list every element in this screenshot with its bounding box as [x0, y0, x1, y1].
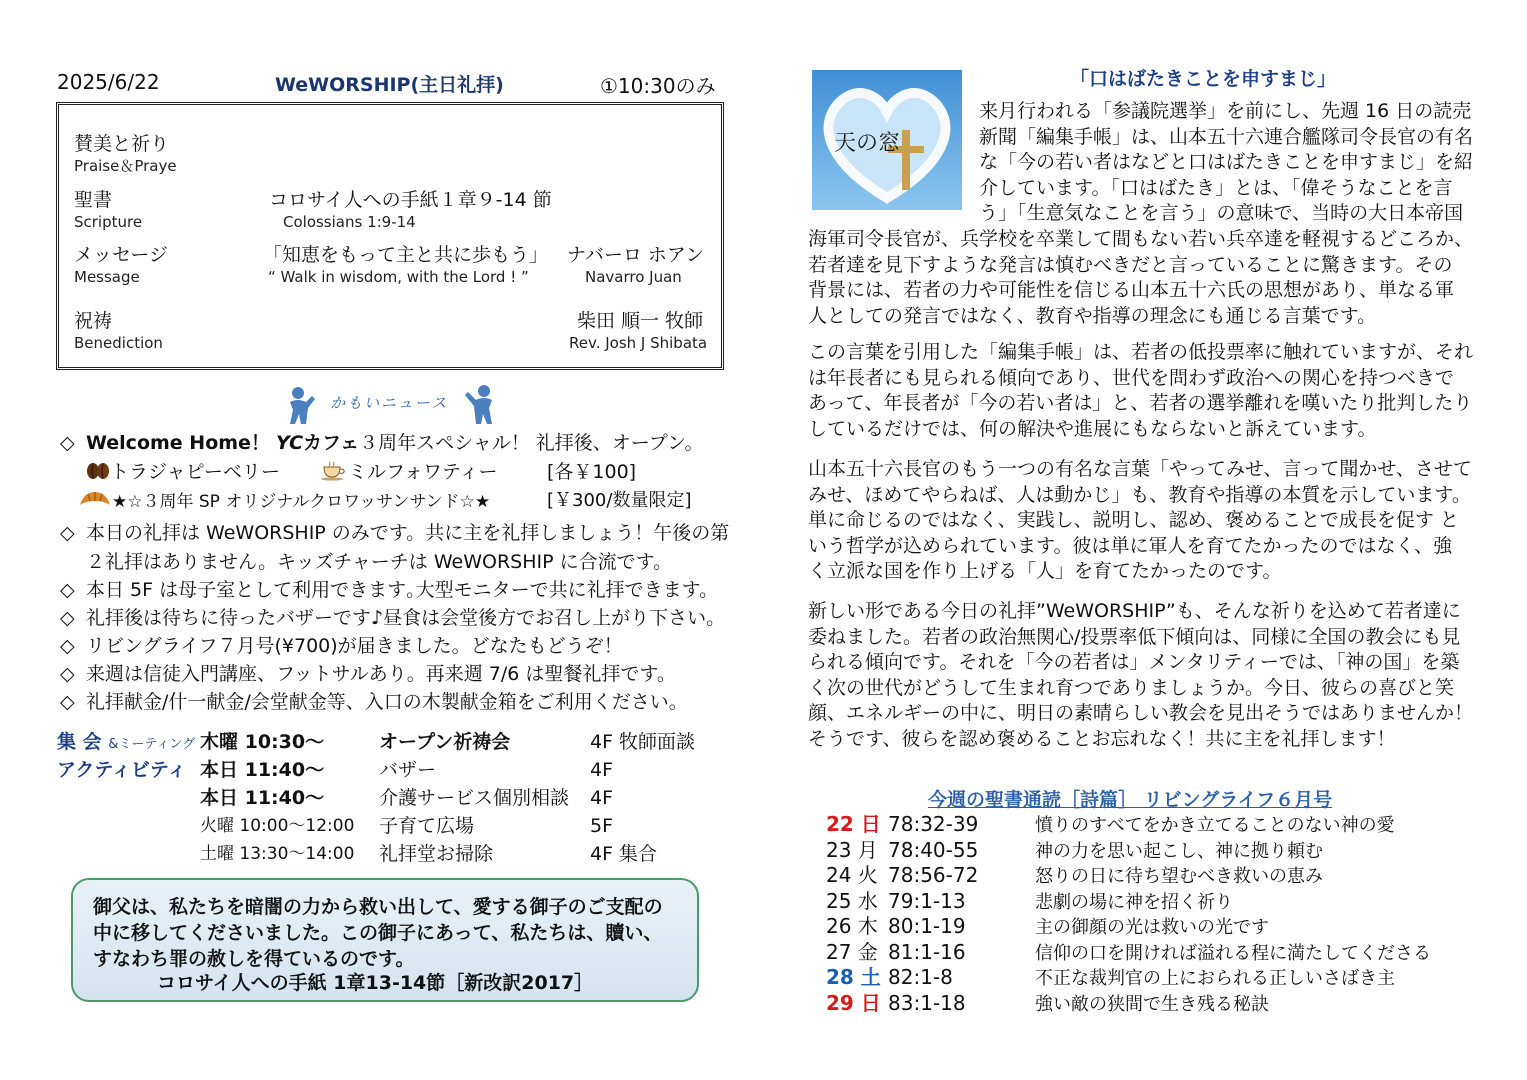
- activity-row: 土曜 13:30～14:00: [200, 844, 355, 864]
- child-left-icon: [286, 386, 320, 426]
- column-line: 海軍司令長官が、兵学校を卒業して間もない若い兵卒達を軽視するどころか、: [808, 228, 1474, 250]
- column-line: は年長者にも見られる傾向であり、世代を問わず政治への関心を持つべきで: [808, 366, 1455, 389]
- cafe-menu-line2: [78, 487, 490, 516]
- activity-name: オープン祈祷会: [379, 731, 511, 753]
- column-line: う」「生意気なことを言う」の意味で、当時の大日本帝国: [979, 202, 1464, 225]
- news-item-cafe: ◇ Welcome Home！ YCカフェ３周年スペシャル！ 礼拝後、オープン。: [60, 432, 704, 454]
- scripture-reference-en: Colossians 1:9-14: [283, 213, 416, 231]
- column-line: そうです、彼らを認め褒めることお忘れなく！共に主を礼拝します！: [808, 728, 1396, 750]
- reading-reference: 81:1-16: [888, 939, 966, 964]
- activity-row: 本日 11:40～: [200, 787, 325, 809]
- pastor-name: 柴田 順一 牧師: [577, 310, 704, 332]
- news-item-bazaar: ◇ 礼拝後は待ちに待ったバザーです♪昼食は会堂後方でお召し上がり下さい。: [60, 607, 726, 629]
- column-line: られる傾向です。それを「今の若者は」メンタリティーでは、「神の国」を築: [808, 651, 1460, 674]
- tea-cup-icon: [320, 461, 348, 481]
- order-of-service-box: [56, 102, 724, 370]
- praise-label: 賛美と祈り: [74, 133, 170, 155]
- reading-row: [826, 914, 1269, 940]
- reading-theme: 悲劇の場に神を招く祈り: [1035, 891, 1233, 913]
- reading-reference: 78:32-39: [888, 812, 979, 836]
- column-line: みせ、ほめてやらねば、人は動かじ」も、教育や指導の本質を示しています。: [808, 483, 1471, 506]
- benediction-label: 祝祷: [74, 310, 113, 332]
- column-line: 若者達を見下すような発言は慎むべきだと言っていることに驚きます。その: [808, 253, 1453, 276]
- coffee-bean-icon: [86, 460, 110, 478]
- scripture-label-en: Scripture: [74, 213, 143, 231]
- reading-day: 27 金: [826, 939, 878, 964]
- reading-row: [826, 812, 1395, 838]
- column-line: いう哲学が込められています。彼は単に軍人を育てたかったのではなく、強: [808, 534, 1453, 557]
- column-line: 人としての発言ではなく、教育や指導の理念にも通じる言葉です。: [808, 304, 1377, 327]
- column-line: 介しています。「口はばたき」とは、「偉そうなことを言: [979, 176, 1453, 199]
- activity-row: 木曜 10:30～: [200, 731, 325, 753]
- activity-place: 4F: [590, 787, 614, 809]
- bulletin-date: 2025/6/22: [57, 70, 160, 94]
- activity-place: 4F: [590, 759, 614, 781]
- activities-label: 集 会 &ミーティング: [57, 731, 196, 753]
- reading-day: 26 木: [826, 914, 878, 938]
- verse-line-1: 御父は、私たちを暗闇の力から救い出して、愛する御子のご支配の: [93, 896, 663, 918]
- column-line: く次の世代がどうして生まれ育つでありましょうか。今日、彼らの喜びと笑: [808, 676, 1455, 699]
- column-line: 背景には、若者の力や可能性を信じる山本五十六氏の思想があり、単なる軍: [808, 279, 1455, 302]
- praise-label-en: Praise＆Praye: [74, 157, 177, 175]
- reading-theme: 神の力を思い起こし、神に拠り頼む: [1035, 840, 1323, 862]
- message-title-en: “ Walk in wisdom, with the Lord ! ”: [268, 268, 529, 286]
- activity-row: 本日 11:40～: [200, 759, 325, 781]
- reading-reference: 80:1-19: [888, 914, 966, 938]
- verse-line-2: 中に移してくださいました。この御子にあって、私たちは、贖い、: [93, 922, 663, 944]
- column-line: この言葉を引用した「編集手帳」は、若者の低投票率に触れていますが、それ: [808, 341, 1474, 363]
- reading-day: 28 土: [826, 965, 881, 989]
- reading-theme: 信仰の口を開ければ溢れる程に満たしてくださる: [1035, 942, 1431, 964]
- news-heading-text: かもいニュース: [330, 394, 449, 412]
- reading-day: 23 月: [826, 837, 878, 862]
- column-title: 「口はばたきことを申すまじ」: [1070, 68, 1337, 90]
- benediction-label-en: Benediction: [74, 334, 163, 352]
- column-line: 来月行われる「参議院選挙」を前にし、先週 16 日の読売: [979, 100, 1472, 122]
- column-line: 新聞「編集手帳」は、山本五十六連合艦隊司令長官の有名: [979, 125, 1474, 148]
- cafe-menu-line1: [86, 458, 498, 486]
- activity-name: 子育て広場: [379, 815, 475, 837]
- news-item-service-cont: ２礼拝はありません。キッズチャーチは WeWORSHIP に合流です。: [86, 551, 673, 573]
- column-line: 単に命じるのではなく、実践し、説明し、認め、褒めることで成長を促す と: [808, 509, 1459, 532]
- price-sandwich: [￥300/数量限定]: [547, 490, 692, 511]
- activity-name: 介護サービス個別相談: [379, 787, 570, 809]
- bible-reading-title: 今週の聖書通読［詩篇］ リビングライフ６月号: [928, 789, 1333, 811]
- logo-text: 天の窓: [834, 131, 901, 156]
- message-label: メッセージ: [74, 244, 168, 266]
- verse-line-3: すなわち罪の赦しを得ているのです。: [93, 948, 415, 970]
- heaven-window-logo: [812, 70, 962, 210]
- coffee-name: トラジャピーベリー: [110, 461, 280, 483]
- service-time: ①10:30のみ: [600, 74, 716, 98]
- message-label-en: Message: [74, 268, 140, 286]
- reading-row: [826, 991, 1269, 1017]
- scripture-label: 聖書: [74, 189, 113, 211]
- activity-place: 4F 牧師面談: [590, 731, 696, 753]
- activity-place: 4F 集合: [590, 843, 658, 865]
- activity-row: 火曜 10:00～12:00: [200, 816, 355, 836]
- column-line: 顔、エネルギーの中に、明日の素晴らしい教会を見出そうではありませんか！: [808, 702, 1474, 725]
- memory-verse-box: [71, 878, 699, 1002]
- reading-day: 29 日: [826, 990, 881, 1015]
- column-line: あって、年長者が「今の若い者は」と、若者の選挙離れを嘆いたり批判したり: [808, 392, 1473, 415]
- preacher-name-en: Navarro Juan: [585, 268, 682, 286]
- reading-day: 24 火: [826, 863, 878, 887]
- news-item-offering: ◇ 礼拝献金/什一献金/会堂献金等、入口の木製献金箱をご利用ください。: [60, 691, 688, 713]
- news-item-nursery: ◇ 本日 5F は母子室として利用できます｡大型モニターで共に礼拝できます。: [60, 579, 719, 601]
- reading-theme: 不正な裁判官の上におられる正しいさばき主: [1035, 968, 1395, 989]
- service-title: WeWORSHIP(主日礼拝): [275, 74, 504, 96]
- news-item-service: ◇ 本日の礼拝は WeWORSHIP のみです。共に主を礼拝しましょう！午後の第: [60, 522, 730, 544]
- reading-reference: 83:1-18: [888, 990, 966, 1015]
- sandwich-name: ★☆３周年 SP オリジナルクロワッサンサンド☆★: [112, 492, 491, 512]
- news-item-living-life: ◇ リビングライフ７月号(¥700)が届きました。どなたもどうぞ！: [60, 635, 623, 657]
- column-line: 新しい形である今日の礼拝”WeWORSHIP”も、そんな祈りを込めて若者達に: [808, 600, 1461, 622]
- column-line: 山本五十六長官のもう一つの有名な言葉「やってみせ、言って聞かせ、させて: [808, 458, 1472, 480]
- preacher-name: ナバーロ ホアン: [567, 244, 705, 266]
- reading-reference: 78:40-55: [888, 837, 979, 862]
- reading-theme: 主の御顔の光は救いの光です: [1035, 917, 1269, 938]
- reading-row: [826, 965, 1395, 991]
- reading-theme: 強い敵の狭間で生き残る秘訣: [1035, 993, 1269, 1015]
- activity-name: バザー: [379, 759, 437, 781]
- reading-reference: 79:1-13: [888, 888, 966, 913]
- news-item-next-week: ◇ 来週は信徒入門講座、フットサルあり。再来週 7/6 は聖餐礼拝です。: [60, 663, 676, 685]
- column-line: く立派な国を作り上げる「人」を育てたかったのです。: [808, 560, 1282, 583]
- reading-reference: 82:1-8: [888, 965, 953, 989]
- croissant-icon: [78, 489, 112, 511]
- column-line: 委ねました。若者の政治無関心/投票率低下傾向は、同様に全国の教会にも見: [808, 625, 1461, 648]
- activity-place: 5F: [590, 815, 614, 837]
- reading-row: [826, 838, 1323, 864]
- reading-row: [826, 940, 1431, 966]
- column-line: しているだけでは、何の解決や進展にもならないと訴えています。: [808, 417, 1377, 440]
- tea-name: ミルフォワティー: [347, 461, 498, 483]
- reading-day: 25 水: [826, 888, 878, 913]
- reading-row: [826, 889, 1233, 915]
- price-each: [各￥100]: [547, 461, 637, 483]
- column-line: な「今の若い者はなどと口はばたきことを申すまじ」を紹: [979, 151, 1474, 174]
- verse-reference: コロサイ人への手紙 1章13-14節［新改訳2017］: [157, 972, 594, 994]
- message-title: 「知恵をもって主と共に歩もう」: [263, 244, 549, 266]
- reading-day: 22 日: [826, 812, 881, 836]
- activities-label-2: アクティビティ: [57, 759, 187, 781]
- activity-name: 礼拝堂お掃除: [379, 843, 494, 865]
- child-right-icon: [462, 384, 496, 426]
- pastor-name-en: Rev. Josh J Shibata: [569, 334, 708, 352]
- reading-row: [826, 863, 1323, 889]
- reading-theme: 怒りの日に待ち望むべき救いの恵み: [1035, 866, 1323, 887]
- reading-reference: 78:56-72: [888, 863, 979, 887]
- news-heading: [286, 384, 496, 428]
- reading-theme: 憤りのすべてをかき立てることのない神の愛: [1035, 815, 1395, 836]
- scripture-reference: コロサイ人への手紙１章９-14 節: [269, 189, 552, 211]
